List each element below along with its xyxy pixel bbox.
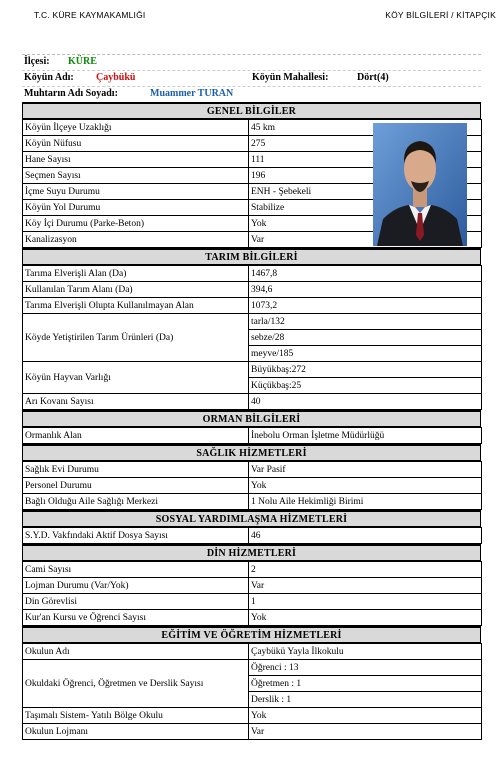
row-label: Kanalizasyon xyxy=(23,232,249,248)
section-title-di-n-hi-zmetleri: DİN HİZMETLERİ xyxy=(22,544,481,561)
koy-row xyxy=(22,71,481,87)
muhtar-photo xyxy=(373,123,467,246)
row-value: Küçükbaş:25 xyxy=(249,378,482,394)
table-row xyxy=(23,314,482,330)
row-value: Çaybükü Yayla İlkokulu xyxy=(249,644,482,660)
muhtar-row xyxy=(22,87,481,102)
mahalle-value: Dört(4) xyxy=(357,72,389,83)
row-value: Var xyxy=(249,724,482,740)
section-title-genel-bi-lgi-ler: GENEL BİLGİLER xyxy=(22,102,481,119)
row-value: 111 xyxy=(249,152,482,168)
row-value: Yok xyxy=(249,216,482,232)
row-value: 46 xyxy=(249,528,482,544)
table-row xyxy=(23,266,482,282)
ilce-value: KÜRE xyxy=(68,56,97,67)
row-value: İnebolu Orman İşletme Müdürlüğü xyxy=(249,428,482,444)
table-row xyxy=(23,394,482,410)
table-row xyxy=(23,428,482,444)
table-row xyxy=(23,644,482,660)
row-value: Derslik : 1 xyxy=(249,692,482,708)
blank-row xyxy=(22,37,481,55)
row-value: Var Pasif xyxy=(249,462,482,478)
section-table xyxy=(22,643,482,740)
section-table xyxy=(22,461,482,510)
section-table xyxy=(22,527,482,544)
table-row xyxy=(23,724,482,740)
row-value: Öğretmen : 1 xyxy=(249,676,482,692)
table-row xyxy=(23,282,482,298)
section-title-tarim-bi-lgi-leri: TARIM BİLGİLERİ xyxy=(22,248,481,265)
row-label: S.Y.D. Vakfındaki Aktif Dosya Sayısı xyxy=(23,528,249,544)
header-right: KÖY BİLGİLERİ / KİTAPÇIK xyxy=(385,10,496,20)
row-label: Din Görevlisi xyxy=(23,594,249,610)
row-label: Personel Durumu xyxy=(23,478,249,494)
section-table xyxy=(22,427,482,444)
table-row xyxy=(23,594,482,610)
row-value: Yok xyxy=(249,708,482,724)
header-left: T.C. KÜRE KAYMAKAMLIĞI xyxy=(34,10,146,20)
table-row xyxy=(23,660,482,676)
koy-value: Çaybükü xyxy=(96,72,136,83)
muhtar-label: Muhtarın Adı Soyadı: xyxy=(24,88,118,99)
section-title-egi-ti-m-ve-ogreti-m-hi-zmetleri: EĞİTİM VE ÖĞRETİM HİZMETLERİ xyxy=(22,626,481,643)
row-label: Köy İçi Durumu (Parke-Beton) xyxy=(23,216,249,232)
row-label: Köyün Nüfusu xyxy=(23,136,249,152)
row-label: Kur'an Kursu ve Öğrenci Sayısı xyxy=(23,610,249,626)
row-value: Var xyxy=(249,578,482,594)
ilce-label: İlçesi: xyxy=(24,56,50,67)
row-value: 2 xyxy=(249,562,482,578)
row-label: Köyde Yetiştirilen Tarım Ürünleri (Da) xyxy=(23,314,249,362)
mahalle-label: Köyün Mahallesi: xyxy=(252,72,329,83)
row-label: Okulun Lojmanı xyxy=(23,724,249,740)
table-row xyxy=(23,478,482,494)
row-label: Okulun Adı xyxy=(23,644,249,660)
row-label: Cami Sayısı xyxy=(23,562,249,578)
row-label: İçme Suyu Durumu xyxy=(23,184,249,200)
section-title-orman-bi-lgi-leri: ORMAN BİLGİLERİ xyxy=(22,410,481,427)
row-value: Öğrenci : 13 xyxy=(249,660,482,676)
section-table xyxy=(22,561,482,626)
row-label: Köyün Hayvan Varlığı xyxy=(23,362,249,394)
section-title-saglik-hi-zmetleri: SAĞLIK HİZMETLERİ xyxy=(22,444,481,461)
row-value: 1073,2 xyxy=(249,298,482,314)
row-label: Kullanılan Tarım Alanı (Da) xyxy=(23,282,249,298)
row-value: ENH - Şebekeli xyxy=(249,184,482,200)
row-label: Lojman Durumu (Var/Yok) xyxy=(23,578,249,594)
table-row xyxy=(23,562,482,578)
row-value: Var xyxy=(249,232,482,248)
row-label: Seçmen Sayısı xyxy=(23,168,249,184)
row-value: 40 xyxy=(249,394,482,410)
table-row xyxy=(23,528,482,544)
ilce-row xyxy=(22,55,481,71)
row-label: Hane Sayısı xyxy=(23,152,249,168)
row-value: Yok xyxy=(249,610,482,626)
row-value: 45 km xyxy=(249,120,482,136)
row-value: Stabilize xyxy=(249,200,482,216)
row-label: Okuldaki Öğrenci, Öğretmen ve Derslik Sayısı xyxy=(23,660,249,708)
row-value: Yok xyxy=(249,478,482,494)
row-label: Köyün Yol Durumu xyxy=(23,200,249,216)
koy-label: Köyün Adı: xyxy=(24,72,74,83)
row-label: Ormanlık Alan xyxy=(23,428,249,444)
row-value: 1467,8 xyxy=(249,266,482,282)
row-value: tarla/132 xyxy=(249,314,482,330)
table-row xyxy=(23,578,482,594)
table-row xyxy=(23,610,482,626)
row-label: Bağlı Olduğu Aile Sağlığı Merkezi xyxy=(23,494,249,510)
portrait-image xyxy=(373,123,467,246)
section-table xyxy=(22,265,482,410)
row-value: 1 Nolu Aile Hekimliği Birimi xyxy=(249,494,482,510)
row-value: 1 xyxy=(249,594,482,610)
row-label: Köyün İlçeye Uzaklığı xyxy=(23,120,249,136)
table-row xyxy=(23,462,482,478)
row-value: 275 xyxy=(249,136,482,152)
muhtar-value: Muammer TURAN xyxy=(150,88,234,99)
table-row xyxy=(23,298,482,314)
row-label: Sağlık Evi Durumu xyxy=(23,462,249,478)
row-value: meyve/185 xyxy=(249,346,482,362)
row-value: Büyükbaş:272 xyxy=(249,362,482,378)
table-row xyxy=(23,708,482,724)
table-row xyxy=(23,494,482,510)
row-label: Arı Kovanı Sayısı xyxy=(23,394,249,410)
row-value: 394,6 xyxy=(249,282,482,298)
table-row xyxy=(23,362,482,378)
row-label: Tarıma Elverişli Olupta Kullanılmayan Alan xyxy=(23,298,249,314)
row-value: 196 xyxy=(249,168,482,184)
row-value: sebze/28 xyxy=(249,330,482,346)
section-title-sosyal-yardimlasma-hi-zmetleri: SOSYAL YARDIMLAŞMA HİZMETLERİ xyxy=(22,510,481,527)
row-label: Tarıma Elverişli Alan (Da) xyxy=(23,266,249,282)
row-label: Taşımalı Sistem- Yatılı Bölge Okulu xyxy=(23,708,249,724)
